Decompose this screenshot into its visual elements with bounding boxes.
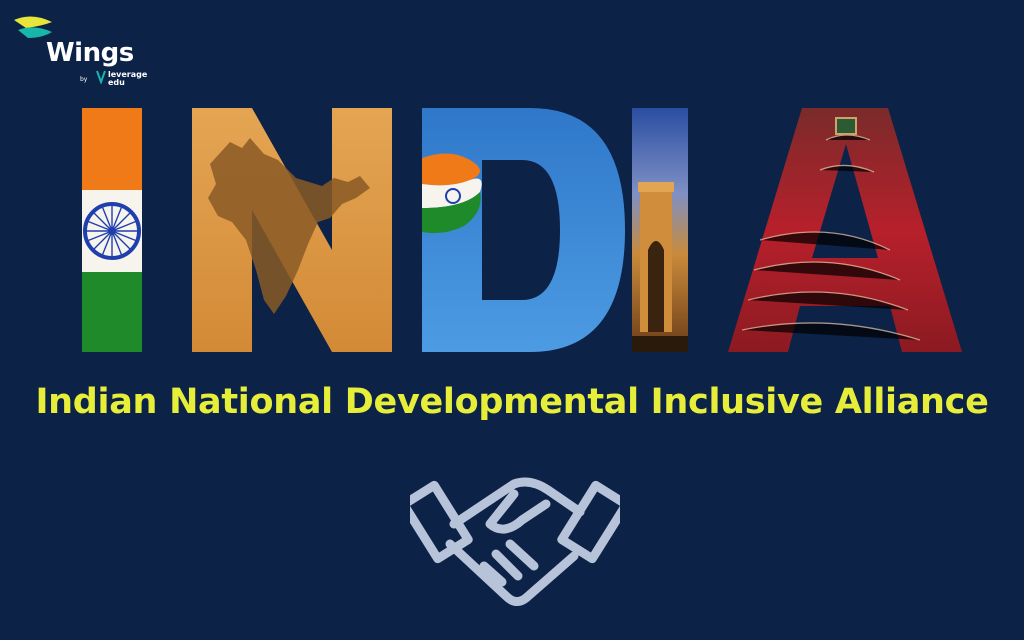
logo-by-text: by [80,76,88,83]
logo-wordmark: Wings [46,38,134,68]
letter-i-india-gate [632,108,688,352]
leverage-edu-icon [96,70,106,84]
wings-logo[interactable] [12,14,152,94]
letter-a-parliament [728,108,962,352]
letter-d-sky [422,108,625,352]
letter-i-flag [82,108,142,352]
logo-partner [108,71,147,87]
handshake-icon [410,448,620,628]
tagline-heading: Indian National Developmental Inclusive Alliance [35,382,989,422]
india-hero-lettering [60,100,980,360]
ashoka-chakra-icon [85,204,139,258]
letter-n-map [192,108,392,352]
logo-partner-line2: edu [108,78,125,87]
logo-partner-line1: leverage [108,70,148,79]
india-letters-graphic [60,100,980,360]
